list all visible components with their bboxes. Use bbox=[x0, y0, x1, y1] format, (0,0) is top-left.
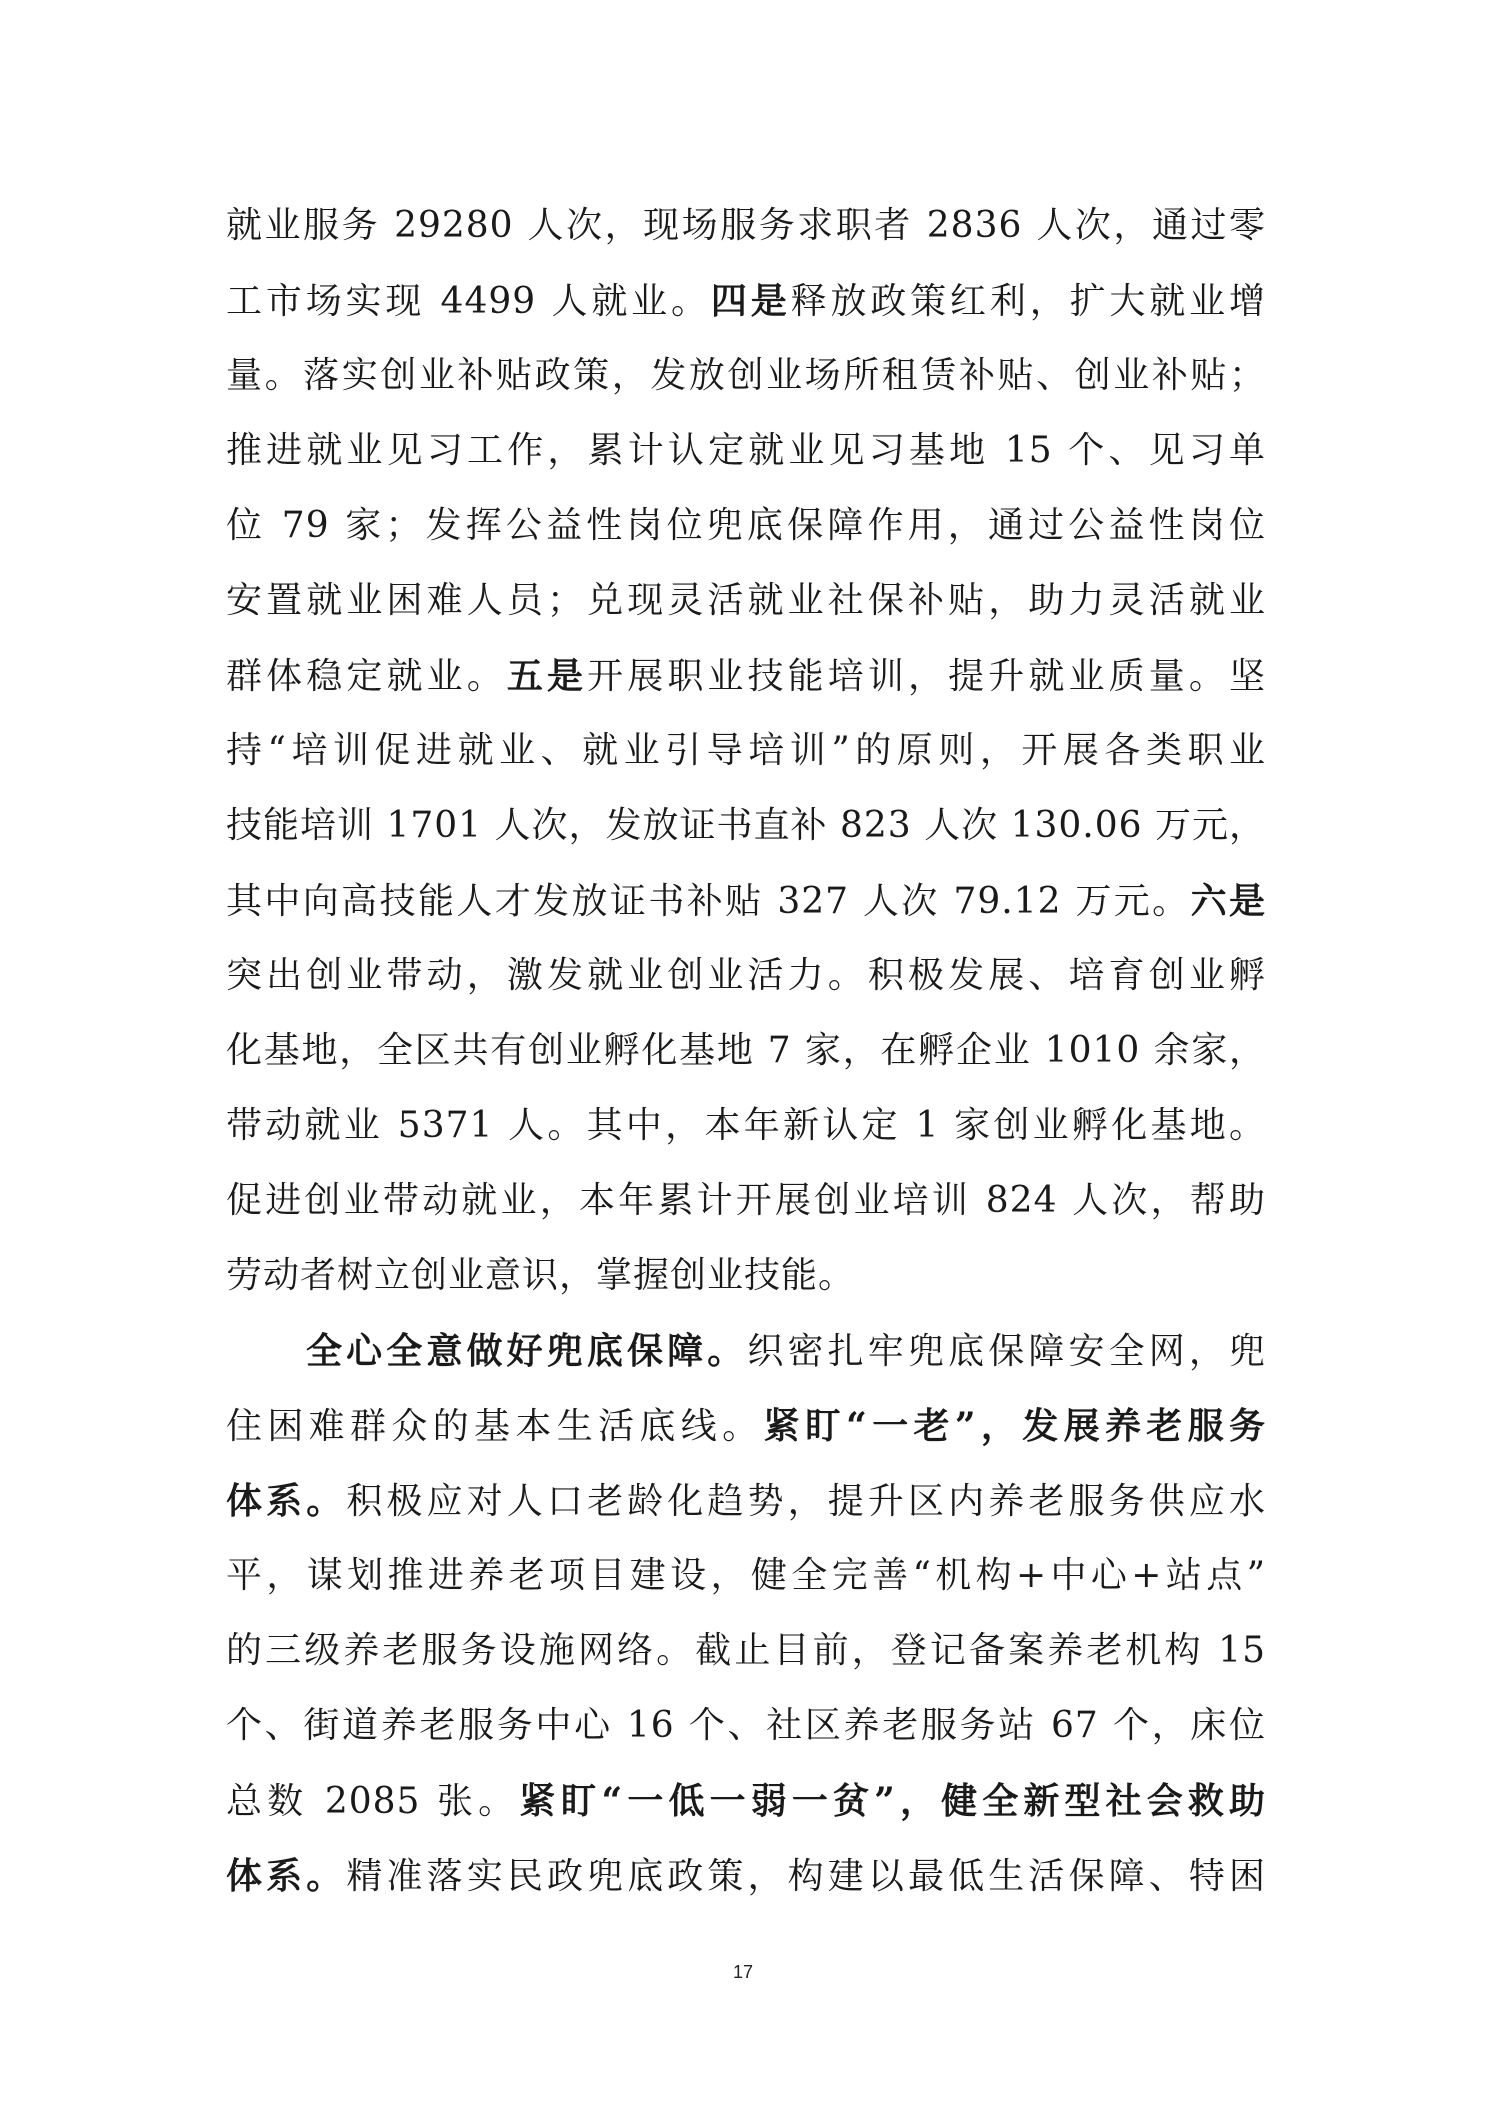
text-line: 群体稳定就业。五是开展职业技能培训，提升就业质量。坚 bbox=[226, 655, 1266, 697]
text-line: 推进就业见习工作，累计认定就业见习基地 15 个、见习单 bbox=[226, 430, 1266, 471]
text-line: 个、街道养老服务中心 16 个、社区养老服务站 67 个，床位 bbox=[226, 1705, 1266, 1746]
text-line: 体系。精准落实民政兜底政策，构建以最低生活保障、特困 bbox=[226, 1855, 1266, 1897]
text-line: 体系。积极应对人口老龄化趋势，提升区内养老服务供应水 bbox=[226, 1480, 1266, 1522]
text-line: 突出创业带动，激发就业创业活力。积极发展、培育创业孵 bbox=[226, 955, 1266, 996]
text-line: 带动就业 5371 人。其中，本年新认定 1 家创业孵化基地。 bbox=[226, 1105, 1266, 1146]
text-line: 位 79 家；发挥公益性岗位兜底保障作用，通过公益性岗位 bbox=[226, 505, 1266, 546]
paragraph-start-line: 全心全意做好兜底保障。织密扎牢兜底保障安全网，兜 bbox=[306, 1330, 1266, 1372]
text-line: 安置就业困难人员；兑现灵活就业社保补贴，助力灵活就业 bbox=[226, 580, 1266, 621]
text-line: 量。落实创业补贴政策，发放创业场所租赁补贴、创业补贴； bbox=[226, 355, 1266, 396]
text-line: 技能培训 1701 人次，发放证书直补 823 人次 130.06 万元， bbox=[226, 805, 1266, 846]
text-line: 促进创业带动就业，本年累计开展创业培训 824 人次，帮助 bbox=[226, 1180, 1266, 1221]
page-number: 17 bbox=[732, 1962, 754, 1982]
text-line: 化基地，全区共有创业孵化基地 7 家，在孵企业 1010 余家， bbox=[226, 1030, 1266, 1071]
text-line: 住困难群众的基本生活底线。紧盯“一老”，发展养老服务 bbox=[226, 1405, 1266, 1447]
text-line: 总数 2085 张。紧盯“一低一弱一贫”，健全新型社会救助 bbox=[226, 1780, 1266, 1822]
text-line: 其中向高技能人才发放证书补贴 327 人次 79.12 万元。六是 bbox=[226, 880, 1266, 922]
text-line: 劳动者树立创业意识，掌握创业技能。 bbox=[226, 1255, 856, 1296]
text-line: 平，谋划推进养老项目建设，健全完善“机构+中心+站点” bbox=[226, 1555, 1266, 1596]
text-line: 的三级养老服务设施网络。截止目前，登记备案养老机构 15 bbox=[226, 1630, 1266, 1671]
text-line: 就业服务 29280 人次，现场服务求职者 2836 人次，通过零 bbox=[226, 205, 1266, 246]
text-line: 工市场实现 4499 人就业。四是释放政策红利，扩大就业增 bbox=[226, 280, 1266, 322]
text-line: 持“培训促进就业、就业引导培训”的原则，开展各类职业 bbox=[226, 730, 1266, 771]
